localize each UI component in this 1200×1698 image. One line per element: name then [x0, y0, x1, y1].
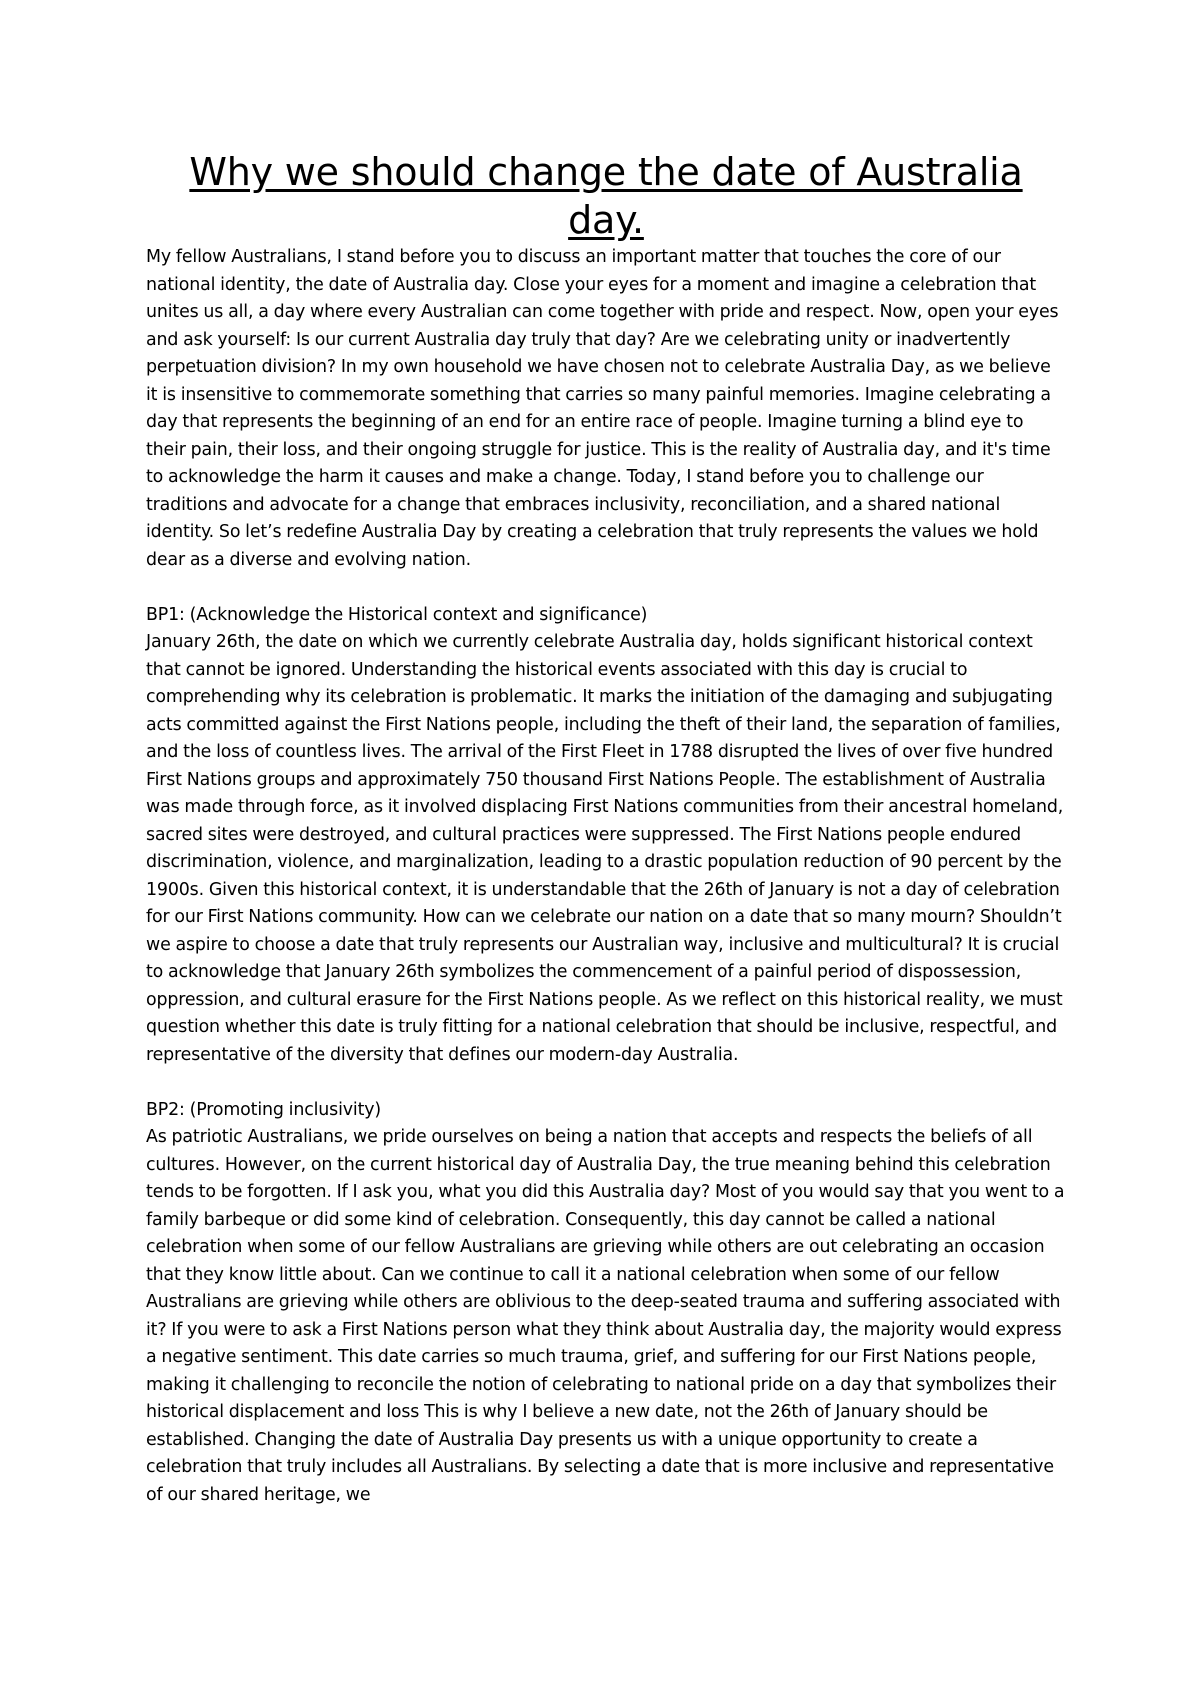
section-heading-bp2: BP2: (Promoting inclusivity): [146, 1099, 382, 1120]
section-heading-bp1: BP1: (Acknowledge the Historical context and significance): [146, 604, 648, 625]
paragraph-spacer: [146, 1069, 1066, 1097]
document-body: [146, 148, 1066, 1509]
section-body-bp1: January 26th, the date on which we currently celebrate Australia day, holds significant historical context that cannot be ignored. Understanding the historical events associated with this day is crucial to comprehending why its celebration is problematic. It marks the initiation of the damaging and subjugating acts committed against the First Nations people, including the theft of their land, the separation of families, and the loss of countless lives. The arrival of the First Fleet in 1788 disrupted the lives of over five hundred First Nations groups and approximately 750 thousand First Nations People. The establishment of Australia was made through force, as it involved displacing First Nations communities from their ancestral homeland, sacred sites were destroyed, and cultural practices were suppressed. The First Nations people endured discrimination, violence, and marginalization, leading to a drastic population reduction of 90 percent by the 1900s. Given this historical context, it is understandable that the 26th of January is not a day of celebration for our First Nations community. How can we celebrate our nation on a date that so many mourn? Shouldn’t we aspire to choose a date that truly represents our Australian way, inclusive and multicultural? It is crucial to acknowledge that January 26th symbolizes the commencement of a painful period of dispossession, oppression, and cultural erasure for the First Nations people. As we reflect on this historical reality, we must question whether this date is truly fitting for a national celebration that should be inclusive, respectful, and representative of the diversity that defines our modern-day Australia.: [146, 632, 1064, 1065]
paragraph-spacer: [146, 574, 1066, 602]
intro-paragraph: My fellow Australians, I stand before you to discuss an important matter that touches the core of our national identity, the date of Australia day. Close your eyes for a moment and imagine a celebration that unites us all, a day where every Australian can come together with pride and respect. Now, open your eyes and ask yourself: Is our current Australia day truly that day? Are we celebrating unity or inadvertently perpetuation division? In my own household we have chosen not to celebrate Australia Day, as we believe it is insensitive to commemorate something that carries so many painful memories. Imagine celebrating a day that represents the beginning of an end for an entire race of people. Imagine turning a blind eye to their pain, their loss, and their ongoing struggle for justice. This is the reality of Australia day, and it's time to acknowledge the harm it causes and make a change. Today, I stand before you to challenge our traditions and advocate for a change that embraces inclusivity, reconciliation, and a shared national identity. So let’s redefine Australia Day by creating a celebration that truly represents the values we hold dear as a diverse and evolving nation.: [146, 247, 1059, 570]
document-title: Why we should change the date of Australia day.: [189, 150, 1023, 242]
section-body-bp2: As patriotic Australians, we pride ourselves on being a nation that accepts and respects the beliefs of all cultures. However, on the current historical day of Australia Day, the true meaning behind this celebration tends to be forgotten. If I ask you, what you did this Australia day? Most of you would say that you went to a family barbeque or did some kind of celebration. Consequently, this day cannot be called a national celebration when some of our fellow Australians are grieving while others are out celebrating an occasion that they know little about. Can we continue to call it a national celebration when some of our fellow Australians are grieving while others are oblivious to the deep-seated trauma and suffering associated with it? If you were to ask a First Nations person what they think about Australia day, the majority would express a negative sentiment. This date carries so much trauma, grief, and suffering for our First Nations people, making it challenging to reconcile the notion of celebrating to national pride on a day that symbolizes their historical displacement and loss This is why I believe a new date, not the 26th of January should be established. Changing the date of Australia Day presents us with a unique opportunity to create a celebration that truly includes all Australians. By selecting a date that is more inclusive and representative of our shared heritage, we: [146, 1127, 1065, 1505]
